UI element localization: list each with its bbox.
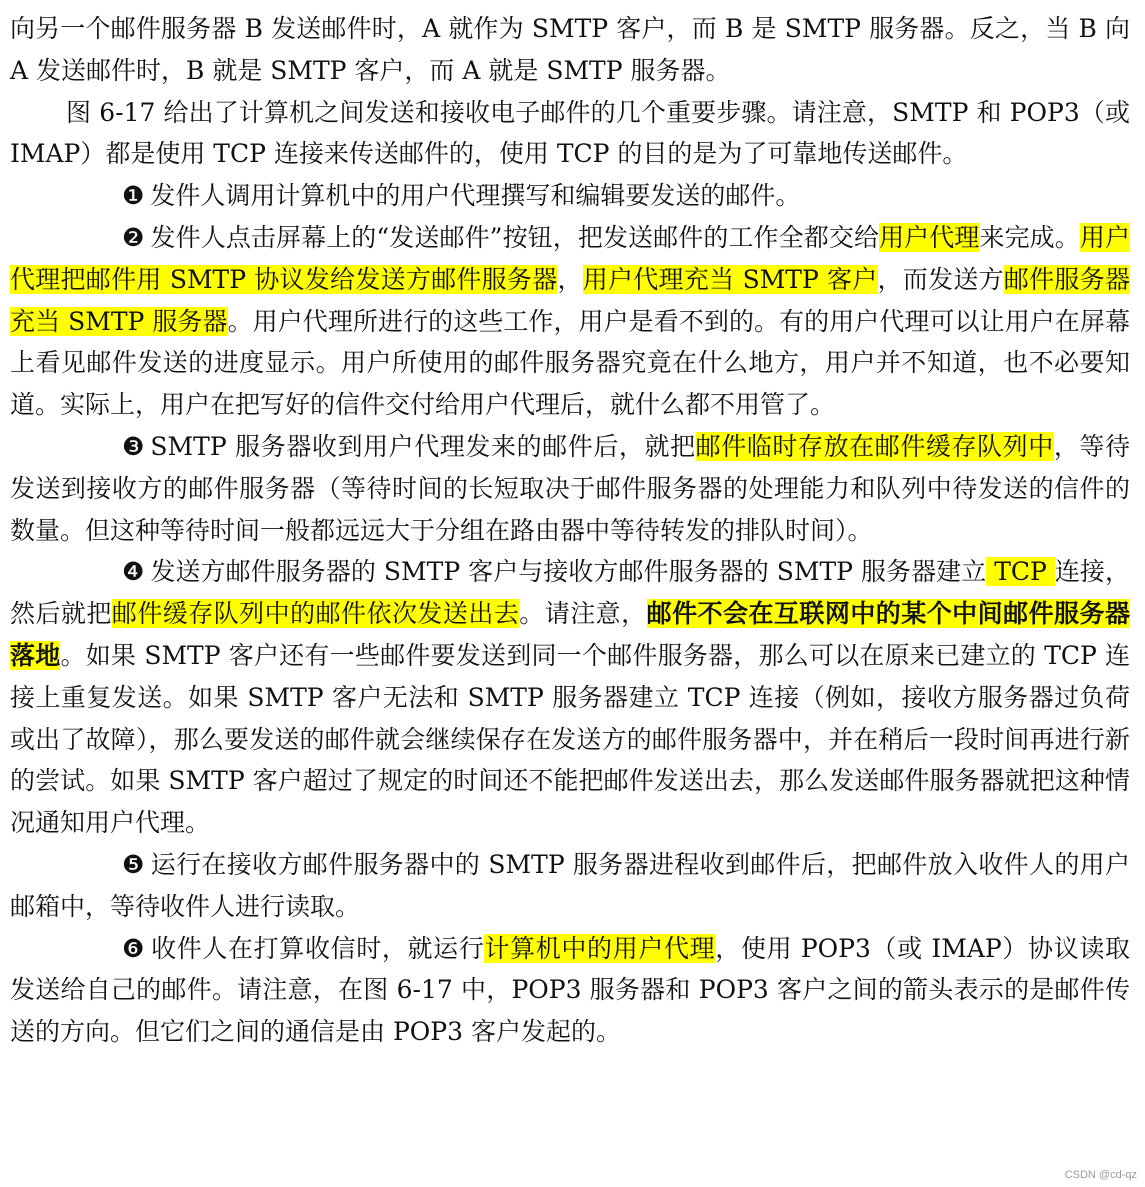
highlighted-text: TCP (986, 557, 1055, 587)
text-run: 图 6-17 给出了计算机之间发送和接收电子邮件的几个重要步骤。请注意，SMTP 和 POP3（或 IMAP）都是使用 TCP 连接来传送邮件的，使用 TCP 的目的是为了可靠地传送邮件。 (10, 97, 1130, 169)
text-run: ， (557, 264, 583, 294)
step-number-marker: ❶ (122, 181, 145, 211)
highlighted-text: 邮件缓存队列中的邮件依次发送出去 (111, 599, 520, 629)
text-run: 连接，然后就把 (10, 557, 1130, 629)
text-run: 收件人在打算收信时，就运行 (150, 933, 485, 963)
text-run: 发件人调用计算机中的用户代理撰写和编辑要发送的邮件。 (150, 181, 801, 211)
text-run: ，而发送方 (877, 264, 1004, 294)
text-run: 向另一个邮件服务器 B 发送邮件时，A 就作为 SMTP 客户，而 B 是 SMTP 服务器。反之，当 B 向 A 发送邮件时，B 就是 SMTP 客户，而 A 就是 SMTP 服务器。 (10, 14, 1130, 85)
text-run: 。如果 SMTP 客户还有一些邮件要发送到同一个邮件服务器，那么可以在原来已建立的 TCP 连接上重复发送。如果 SMTP 客户无法和 SMTP 服务器建立 TCP 连接（例如，接收方服务器过负荷或出了故障），那么要发送的邮件就会继续保存在发送方的邮件服务器中，并在稍后一段时间再进行新的尝试。如果 SMTP 客户超过了规定的时间还不能把邮件发送出去，那么发送邮件服务器就把这种情况通知用户代理。 (10, 640, 1130, 838)
text-run: 发件人点击屏幕上的“发送邮件”按钮，把发送邮件的工作全都交给 (150, 222, 880, 252)
highlighted-text: 邮件临时存放在邮件缓存队列中 (695, 431, 1054, 461)
step-number-marker: ❹ (122, 557, 145, 587)
paragraph (10, 426, 1130, 551)
watermark: CSDN @cd-qz (1064, 1169, 1137, 1181)
step-number-marker: ❷ (122, 222, 145, 252)
text-run: 。用户代理所进行的这些工作，用户是看不到的。有的用户代理可以让用户在屏幕上看见邮件发送的进度显示。用户所使用的邮件服务器究竟在什么地方，用户并不知道，也不必要知道。实际上，用户在把写好的信件交付给用户代理后，就什么都不用管了。 (10, 306, 1130, 420)
highlighted-text: 用户代理充当 SMTP 客户 (582, 264, 878, 294)
text-run: ，等待发送到接收方的邮件服务器（等待时间的长短取决于邮件服务器的处理能力和队列中待发送的信件的数量。但这种等待时间一般都远远大于分组在路由器中等待转发的排队时间）。 (10, 431, 1130, 545)
text-run: 。请注意， (519, 599, 647, 629)
highlighted-text: 邮件服务器充当 SMTP 服务器 (10, 264, 1130, 336)
text-run: ，使用 POP3（或 IMAP）协议读取发送给自己的邮件。请注意，在图 6-17 中，POP3 服务器和 POP3 客户之间的箭头表示的是邮件传送的方向。但它们之间的通信是由 POP3 客户发起的。 (10, 933, 1130, 1047)
paragraph (10, 8, 1130, 92)
paragraph (10, 175, 1130, 217)
step-number-marker: ❺ (122, 849, 145, 879)
text-run: 来完成。 (979, 222, 1080, 252)
highlighted-text: 用户代理 (879, 222, 980, 252)
paragraph (10, 551, 1130, 844)
text-run: 发送方邮件服务器的 SMTP 客户与接收方邮件服务器的 SMTP 服务器建立 (150, 557, 987, 587)
paragraph (10, 928, 1130, 1053)
text-run: SMTP 服务器收到用户代理发来的邮件后，就把 (150, 431, 696, 461)
text-run: 运行在接收方邮件服务器中的 SMTP 服务器进程收到邮件后，把邮件放入收件人的用户邮箱中，等待收件人进行读取。 (10, 849, 1130, 921)
highlighted-text: 邮件不会在互联网中的某个中间邮件服务器落地 (10, 599, 1130, 670)
paragraph (10, 217, 1130, 426)
highlighted-text: 计算机中的用户代理 (484, 933, 716, 963)
step-number-marker: ❸ (122, 431, 145, 461)
paragraph (10, 844, 1130, 928)
step-number-marker: ❻ (122, 933, 145, 963)
highlighted-text: 用户代理把邮件用 SMTP 协议发给发送方邮件服务器 (10, 222, 1130, 294)
paragraph (10, 92, 1130, 176)
document-body (10, 8, 1130, 1053)
